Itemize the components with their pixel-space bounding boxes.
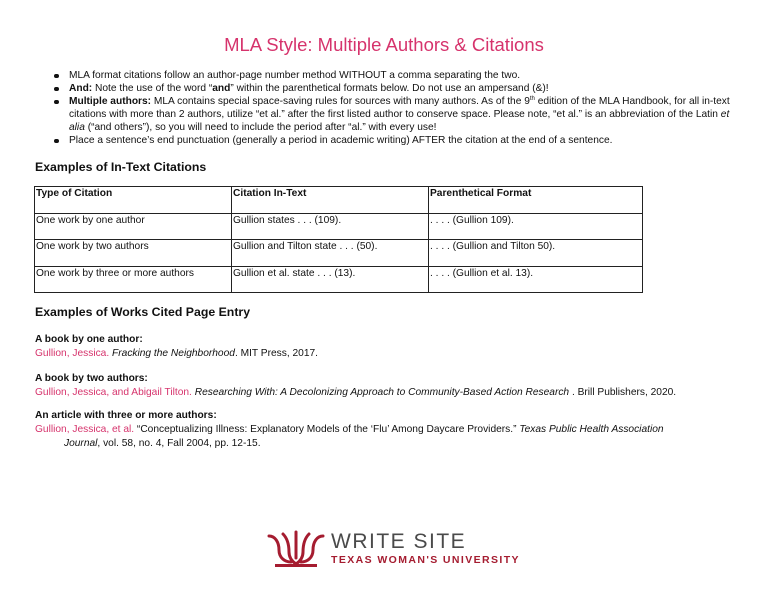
list-item	[54, 95, 734, 134]
bullet-emphasis: and	[212, 83, 231, 94]
table-cell: One work by three or more authors	[35, 266, 232, 293]
table-cell: Gullion et al. state . . . (13).	[232, 266, 429, 293]
table-cell: One work by two authors	[35, 240, 232, 267]
column-header: Citation In-Text	[232, 187, 429, 214]
page-title: MLA Style: Multiple Authors & Citations	[224, 34, 544, 55]
bullet-text: (“and others”), so you will need to include the period after “al.” with every use!	[84, 122, 437, 133]
intext-heading: Examples of In-Text Citations	[35, 160, 207, 174]
bullet-text: Place a sentence’s end punctuation (generally a period in academic writing) AFTER the citation at the end of a sentence.	[69, 135, 613, 146]
column-header: Parenthetical Format	[429, 187, 643, 214]
column-header: Type of Citation	[35, 187, 232, 214]
entry-label: A book by one author:	[35, 334, 143, 345]
list-item	[54, 82, 734, 95]
bullet-text: ” within the parenthetical formats below. Do not use an ampersand (&)!	[230, 83, 549, 94]
entry-authors: Gullion, Jessica, et al.	[35, 424, 135, 435]
works-cited-entry	[35, 372, 735, 400]
entry-rest: , vol. 58, no. 4, Fall 2004, pp. 12-15.	[97, 438, 261, 449]
twu-flame-logo-icon	[265, 528, 327, 568]
table-cell: . . . . (Gullion and Tilton 50).	[429, 240, 643, 267]
entry-citation-continued	[35, 437, 735, 451]
entry-citation	[35, 347, 735, 361]
bullet-text: MLA contains special space-saving rules for sources with many authors. As of the 9	[151, 96, 530, 107]
entry-journal: Texas Public Health Association	[516, 424, 664, 435]
entry-title: Fracking the Neighborhood	[112, 348, 235, 359]
entry-citation	[35, 423, 735, 437]
table-cell: One work by one author	[35, 213, 232, 240]
table-cell: . . . . (Gullion 109).	[429, 213, 643, 240]
entry-journal: Journal	[64, 438, 98, 449]
works-cited-heading: Examples of Works Cited Page Entry	[35, 305, 251, 319]
superscript: th	[529, 96, 535, 102]
list-item	[54, 134, 734, 147]
entry-rest: . MIT Press, 2017.	[234, 348, 318, 359]
entry-label: An article with three or more authors:	[35, 410, 217, 421]
table-row	[35, 266, 643, 293]
table-cell: Gullion and Tilton state . . . (50).	[232, 240, 429, 267]
entry-label: A book by two authors:	[35, 373, 148, 384]
works-cited-entry	[35, 409, 735, 451]
bullet-text: edition of the MLA Handbook, for all in-text citations with more than 2 authors, utilize “et al.” after the first listed author to conserve space. Please note, “et al.” is an abbreviation of the Latin	[69, 96, 730, 120]
table-row	[35, 240, 643, 267]
works-cited-entry	[35, 333, 735, 361]
table-row	[35, 213, 643, 240]
bullet-text: MLA format citations follow an author-page number method WITHOUT a comma separating the two.	[69, 70, 521, 81]
citation-table	[34, 186, 643, 293]
table-cell: . . . . (Gullion et al. 13).	[429, 266, 643, 293]
logo-wordmark: WRITE SITE	[331, 530, 467, 553]
entry-citation	[35, 386, 735, 400]
logo-subtitle: TEXAS WOMAN'S UNIVERSITY	[331, 554, 520, 566]
list-item	[54, 69, 734, 82]
bullet-label: Multiple authors:	[69, 96, 152, 107]
entry-rest: . Brill Publishers, 2020.	[569, 387, 677, 398]
table-cell: Gullion states . . . (109).	[232, 213, 429, 240]
entry-authors: Gullion, Jessica, and Abigail Tilton.	[35, 387, 192, 398]
bullet-italic: et alia	[69, 109, 730, 133]
guidelines-list	[54, 69, 734, 147]
entry-title: Researching With: A Decolonizing Approach to Community-Based Action Research	[194, 387, 570, 398]
bullet-label: And:	[69, 83, 93, 94]
bullet-text: Note the use of the word “	[92, 83, 213, 94]
entry-authors: Gullion, Jessica.	[35, 348, 110, 359]
entry-article: “Conceptualizing Illness: Explanatory Models of the ‘Flu’ Among Daycare Providers.”	[134, 424, 517, 435]
table-header-row	[35, 187, 643, 214]
